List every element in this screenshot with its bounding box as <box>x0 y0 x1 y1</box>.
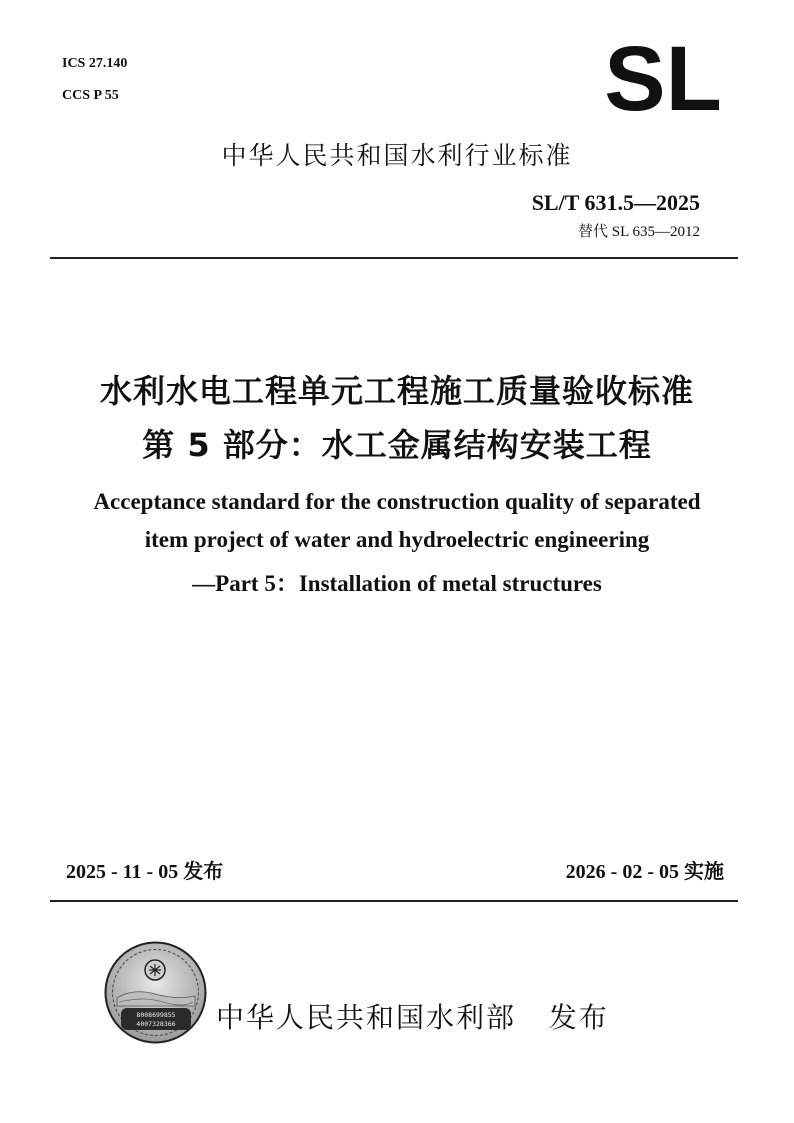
ccs-code: CCS P 55 <box>62 88 119 103</box>
title-cn-line2: 第 5 部分：水工金属结构安装工程 <box>142 426 652 464</box>
ics-code: ICS 27.140 <box>62 56 128 71</box>
standard-number: SL/T 631.5—2025 <box>531 190 700 215</box>
replaces-standard: 替代 SL 635—2012 <box>578 224 700 240</box>
seal-label-2: 4007328366 <box>136 1020 176 1028</box>
sl-logo <box>601 44 725 116</box>
title-cn-line1: 水利水电工程单元工程施工质量验收标准 <box>99 372 694 410</box>
implement-date: 2026 - 02 - 05 实施 <box>565 861 724 883</box>
classification-codes <box>62 48 127 112</box>
publisher: 中华人民共和国水利部 发布 <box>216 1001 609 1034</box>
ministry-seal-icon <box>103 940 208 1045</box>
bottom-rule <box>50 900 738 902</box>
top-rule <box>50 257 738 259</box>
title-en-line3: —Part 5：Installation of metal structures <box>192 571 602 596</box>
standard-category: 中华人民共和国水利行业标准 <box>221 141 573 170</box>
title-en-line2: item project of water and hydroelectric engineering <box>144 527 650 552</box>
title-en-line1: Acceptance standard for the construction quality of separated <box>93 489 701 514</box>
issue-date: 2025 - 11 - 05 发布 <box>66 861 224 883</box>
sl-logo-text: SL <box>604 44 722 116</box>
seal-label-1: 8008699855 <box>136 1011 176 1019</box>
